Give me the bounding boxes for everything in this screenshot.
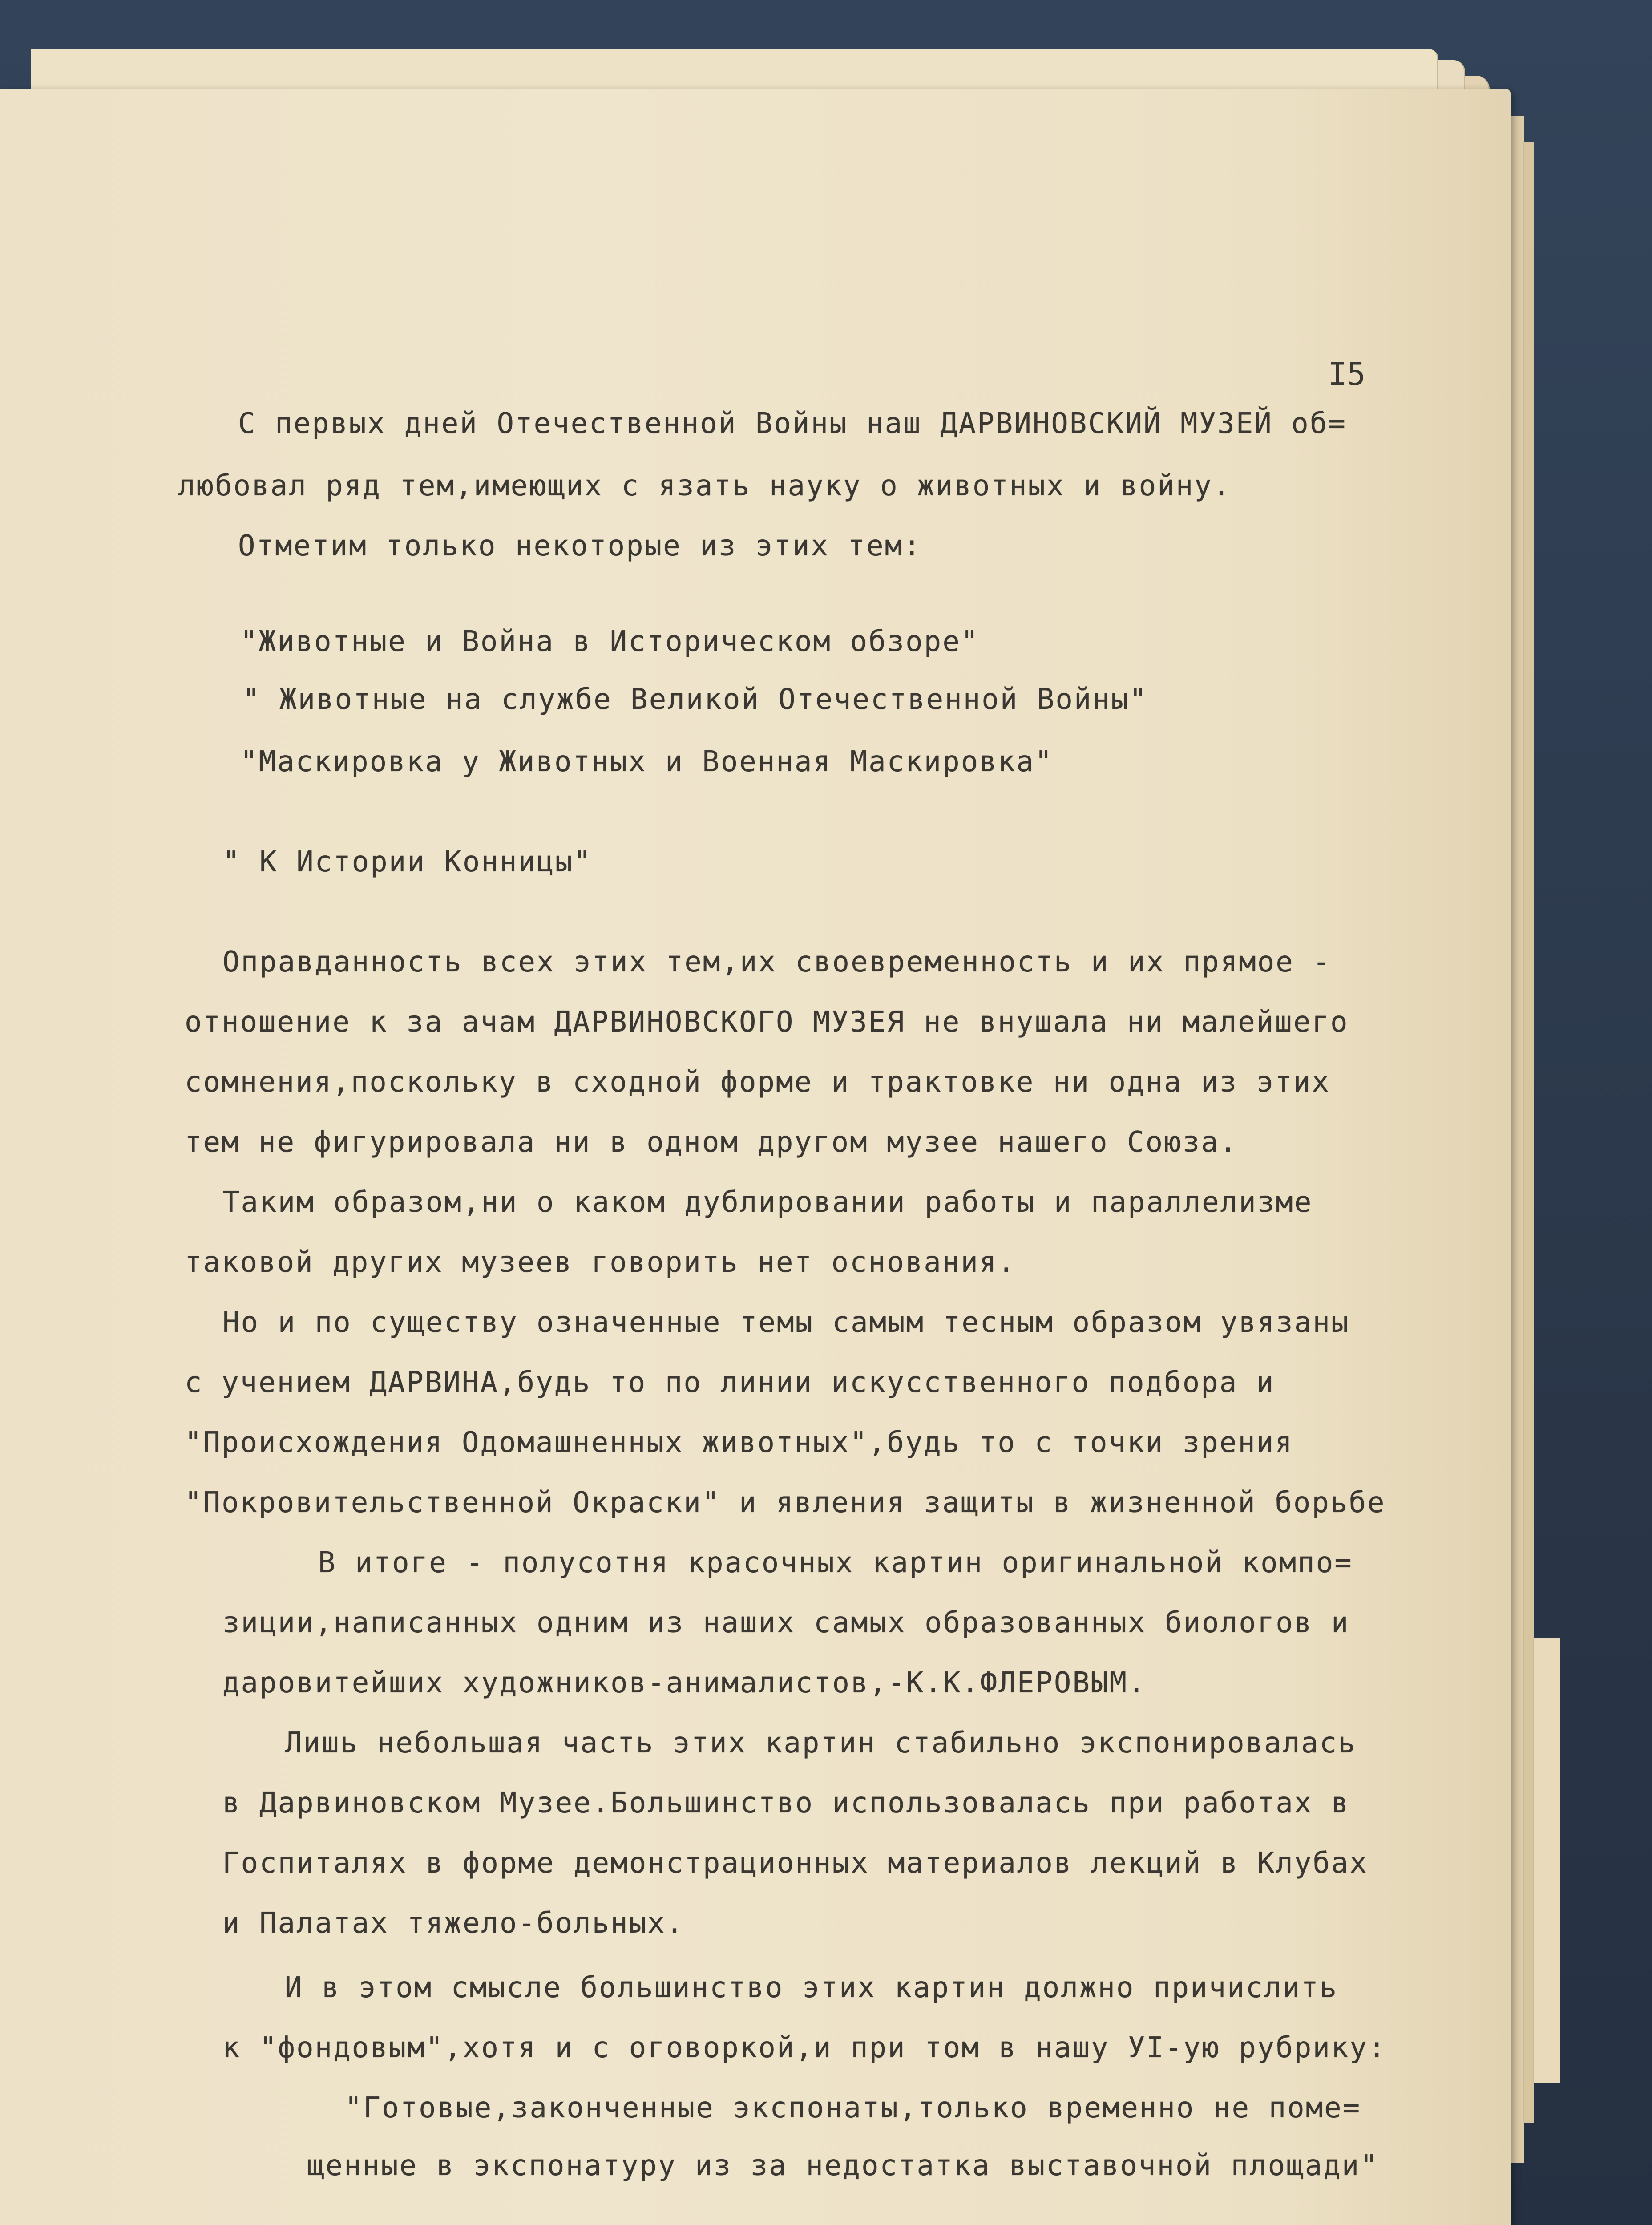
text-line: таковой других музеев говорить нет основания. (185, 1246, 1016, 1279)
text-line: и Палатах тяжело-больных. (222, 1907, 685, 1940)
page-edge-tab (1533, 1638, 1560, 2083)
page-edge (1511, 116, 1524, 2163)
text-line: "Животные и Война в Историческом обзоре" (240, 625, 980, 658)
text-line: Отметим только некоторые из этих тем: (238, 530, 922, 562)
text-line: "Готовые,законченные экспонаты,только временно не поме= (345, 2092, 1361, 2124)
text-line: отношение к за ачам ДАРВИНОВСКОГО МУЗЕЯ не внушала ни малейшего (185, 1006, 1349, 1039)
text-line: Госпиталях в форме демонстрационных материалов лекций в Клубах (222, 1847, 1368, 1880)
text-line: "Происхождения Одомашненных животных",будь то с точки зрения (185, 1426, 1293, 1459)
text-line: "Маскировка у Животных и Военная Маскировка" (240, 745, 1054, 778)
text-line: Лишь небольшая часть этих картин стабильно экспонировалась (285, 1727, 1357, 1760)
text-line: "Покровительственной Окраски" и явления защиты в жизненной борьбе (185, 1486, 1386, 1519)
text-line: сомнения,поскольку в сходной форме и трактовке ни одна из этих (185, 1066, 1330, 1099)
text-line: в Дарвиновском Музее.Большинство использовалась при работах в (222, 1787, 1350, 1820)
typewritten-page (0, 89, 1511, 2225)
text-line: Таким образом,ни о каком дублировании работы и параллелизме (222, 1186, 1313, 1219)
text-line: к "фондовым",хотя и с оговоркой,и при том в нашу УI-ую рубрику: (222, 2031, 1387, 2064)
text-line: " Животные на службе Великой Отечественной Войны" (242, 683, 1148, 716)
text-line: щенные в экспонатуру из за недостатка выставочной площади" (307, 2149, 1379, 2182)
text-line: с учением ДАРВИНА,будь то по линии искусственного подбора и (185, 1366, 1275, 1399)
text-line: В итоге - полусотня красочных картин оригинальной компо= (318, 1546, 1353, 1579)
text-line: С первых дней Отечественной Войны наш ДАРВИНОВСКИЙ МУЗЕЙ об= (238, 407, 1347, 440)
text-line: " К Истории Конницы" (222, 846, 592, 878)
text-line: зиции,написанных одним из наших самых образованных биологов и (222, 1606, 1350, 1639)
text-line: И в этом смысле большинство этих картин должно причислить (285, 1971, 1338, 2004)
text-line: любовал ряд тем,имеющих с язать науку о животных и войну. (178, 469, 1232, 502)
text-line: Оправданность всех этих тем,их своевременность и их прямое - (222, 946, 1331, 979)
text-line: Но и по существу означенные темы самым тесным образом увязаны (222, 1306, 1350, 1339)
text-line: тем не фигурировала ни в одном другом музее нашего Союза. (185, 1126, 1238, 1159)
page-edge (1523, 142, 1534, 2123)
page-number: I5 (1328, 356, 1366, 392)
text-line: даровитейших художников-анималистов,-К.К.ФЛЕРОВЫМ. (222, 1667, 1147, 1699)
